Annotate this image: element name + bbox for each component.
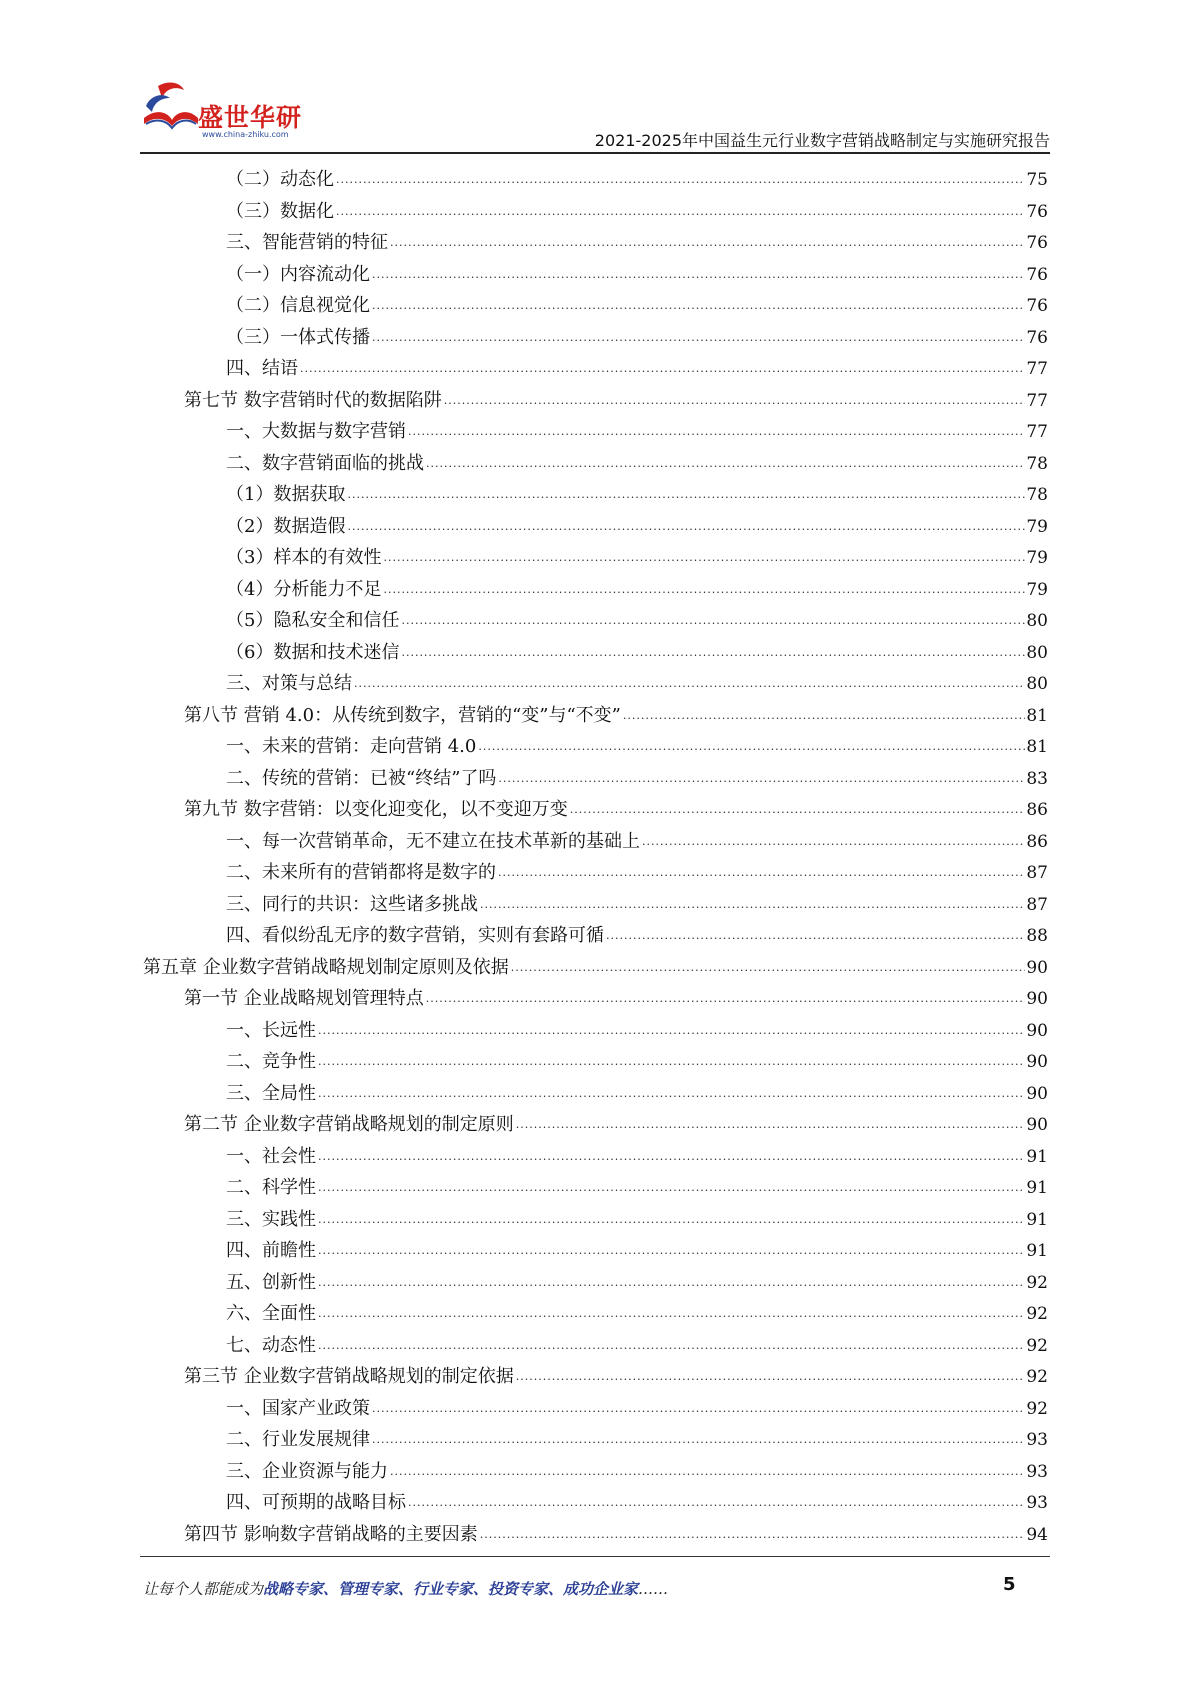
toc-entry[interactable]: [226, 1138, 1048, 1169]
toc-entry-label: （二）信息视觉化: [226, 295, 370, 316]
toc-entry[interactable]: [184, 980, 1048, 1011]
toc-entry-page: 92: [1026, 1304, 1048, 1324]
toc-entry-page: 80: [1026, 642, 1048, 663]
toc-leader-dots: [318, 1180, 1025, 1196]
toc-entry-page: 90: [1026, 1115, 1048, 1135]
toc-leader-dots: [570, 802, 1026, 818]
toc-entry-label: 二、数字营销面临的挑战: [226, 452, 424, 474]
toc-entry-page: 92: [1026, 1367, 1048, 1387]
toc-entry[interactable]: [226, 917, 1048, 948]
toc-entry-page: 91: [1026, 1209, 1048, 1230]
toc-entry-page: 93: [1026, 1430, 1048, 1450]
footer-prefix: 让每个人都能成为: [143, 1580, 264, 1598]
toc-leader-dots: [318, 1338, 1025, 1354]
toc-leader-dots: [318, 1243, 1025, 1259]
toc-entry-label: （三）数据化: [226, 200, 334, 222]
toc-entry[interactable]: [226, 571, 1048, 602]
toc-entry-page: 78: [1026, 453, 1048, 474]
toc-entry-label: 第一节 企业战略规划管理特点: [184, 988, 424, 1009]
toc-entry[interactable]: [226, 539, 1048, 570]
toc-entry[interactable]: [226, 854, 1048, 885]
toc-entry[interactable]: [226, 445, 1048, 476]
toc-leader-dots: [401, 613, 1025, 629]
toc-leader-dots: [383, 582, 1025, 598]
toc-entry-label: 第二节 企业数字营销战略规划的制定原则: [184, 1114, 514, 1135]
toc-entry-page: 81: [1026, 737, 1048, 757]
toc-entry[interactable]: [184, 382, 1048, 413]
toc-leader-dots: [390, 1464, 1025, 1480]
toc-entry-label: 二、竞争性: [226, 1051, 316, 1072]
toc-entry-page: 90: [1026, 1083, 1048, 1104]
toc-entry-page: 90: [1026, 1020, 1048, 1041]
toc-entry[interactable]: [184, 697, 1048, 728]
toc-entry-page: 79: [1026, 516, 1048, 537]
toc-leader-dots: [372, 298, 1025, 314]
toc-leader-dots: [336, 204, 1025, 220]
page-header: [140, 78, 1050, 158]
toc-leader-dots: [372, 1432, 1025, 1448]
toc-entry-label: （6）数据和技术迷信: [226, 641, 400, 663]
toc-entry-page: 93: [1026, 1461, 1048, 1482]
header-divider: [140, 152, 1050, 154]
toc-entry[interactable]: [226, 350, 1048, 381]
toc-entry[interactable]: [226, 1453, 1048, 1484]
toc-entry[interactable]: [226, 287, 1048, 318]
toc-entry-label: 一、每一次营销革命，无不建立在技术革新的基础上: [226, 830, 640, 852]
toc-entry-page: 81: [1026, 705, 1048, 726]
toc-entry-label: 二、传统的营销：已被“终结”了吗: [226, 767, 497, 789]
toc-entry-label: 三、同行的共识：这些诸多挑战: [226, 893, 478, 915]
toc-entry-label: （1）数据获取: [226, 484, 346, 505]
toc-entry-label: 第三节 企业数字营销战略规划的制定依据: [184, 1366, 514, 1387]
toc-entry-page: 93: [1026, 1493, 1048, 1513]
toc-leader-dots: [347, 519, 1025, 535]
toc-entry[interactable]: [226, 508, 1048, 539]
toc-entry[interactable]: [226, 1232, 1048, 1263]
toc-entry[interactable]: [226, 823, 1048, 854]
toc-entry-label: 第四节 影响数字营销战略的主要因素: [184, 1523, 478, 1545]
toc-entry[interactable]: [226, 728, 1048, 759]
toc-entry-page: 91: [1026, 1178, 1048, 1198]
toc-leader-dots: [318, 1306, 1025, 1322]
toc-entry[interactable]: [226, 886, 1048, 917]
toc-leader-dots: [372, 1401, 1025, 1417]
toc-entry-label: 第七节 数字营销时代的数据陷阱: [184, 389, 442, 411]
toc-leader-dots: [318, 1149, 1025, 1165]
toc-entry-label: （4）分析能力不足: [226, 578, 382, 600]
toc-entry-page: 87: [1026, 894, 1048, 915]
toc-entry-page: 77: [1026, 390, 1048, 411]
toc-leader-dots: [390, 235, 1025, 251]
toc-entry-label: （2）数据造假: [226, 515, 346, 537]
toc-entry[interactable]: [226, 1264, 1048, 1295]
page-number: 5: [1003, 1574, 1016, 1595]
toc-leader-dots: [336, 172, 1025, 188]
toc-entry-page: 76: [1026, 327, 1048, 348]
toc-leader-dots: [426, 991, 1026, 1007]
toc-entry-page: 76: [1026, 296, 1048, 316]
toc-leader-dots: [318, 1054, 1025, 1070]
toc-entry-page: 94: [1026, 1524, 1048, 1545]
toc-leader-dots: [318, 1023, 1025, 1039]
toc-entry-page: 76: [1026, 264, 1048, 285]
toc-leader-dots: [372, 330, 1025, 346]
toc-entry[interactable]: [226, 1327, 1048, 1358]
toc-entry-page: 79: [1026, 548, 1048, 568]
toc-entry-label: 四、结语: [226, 358, 298, 379]
toc-leader-dots: [516, 1117, 1026, 1133]
toc-entry-label: （二）动态化: [226, 169, 334, 190]
toc-entry-label: 二、行业发展规律: [226, 1429, 370, 1450]
toc-leader-dots: [480, 1527, 1026, 1543]
toc-entry-label: 三、企业资源与能力: [226, 1460, 388, 1482]
toc-entry-page: 90: [1026, 989, 1048, 1009]
toc-entry-page: 91: [1026, 1146, 1048, 1167]
toc-entry-page: 86: [1026, 831, 1048, 852]
footer-suffix: ……: [638, 1580, 669, 1598]
toc-entry-page: 87: [1026, 863, 1048, 883]
toc-entry-page: 76: [1026, 233, 1048, 253]
toc-entry-page: 77: [1026, 359, 1048, 379]
toc-leader-dots: [318, 1212, 1025, 1228]
toc-leader-dots: [318, 1275, 1025, 1291]
toc-entry[interactable]: [226, 193, 1048, 224]
toc-entry-page: 88: [1026, 926, 1048, 946]
toc-entry-page: 78: [1026, 485, 1048, 505]
footer-highlight: 战略专家、管理专家、行业专家、投资专家、成功企业家: [263, 1580, 639, 1598]
toc-entry-label: 第八节 营销 4.0：从传统到数字，营销的“变”与“不变”: [184, 704, 621, 726]
toc-leader-dots: [354, 676, 1025, 692]
toc-entry[interactable]: [226, 256, 1048, 287]
toc-entry-page: 86: [1026, 800, 1048, 820]
toc-leader-dots: [606, 928, 1025, 944]
toc-entry[interactable]: [226, 1043, 1048, 1074]
toc-entry[interactable]: [226, 319, 1048, 350]
toc-entry-label: 一、未来的营销：走向营销 4.0: [226, 736, 477, 757]
toc-entry-page: 76: [1026, 201, 1048, 222]
toc-leader-dots: [372, 267, 1025, 283]
toc-entry-label: 四、看似纷乱无序的数字营销，实则有套路可循: [226, 925, 604, 946]
toc-leader-dots: [408, 1495, 1025, 1511]
toc-entry-page: 90: [1026, 957, 1048, 978]
toc-leader-dots: [480, 897, 1025, 913]
toc-leader-dots: [498, 771, 1025, 787]
toc-entry-label: 三、全局性: [226, 1082, 316, 1104]
toc-entry-label: 第九节 数字营销：以变化迎变化，以不变迎万变: [184, 799, 568, 820]
toc-leader-dots: [408, 424, 1025, 440]
toc-entry-label: （一）内容流动化: [226, 263, 370, 285]
toc-entry-page: 90: [1026, 1052, 1048, 1072]
toc-entry-label: 三、实践性: [226, 1208, 316, 1230]
footer-slogan: [143, 1578, 668, 1599]
toc-entry-label: （3）样本的有效性: [226, 547, 382, 568]
footer-divider: [140, 1556, 1050, 1557]
toc-entry-page: 92: [1026, 1398, 1048, 1419]
logo-url: www.china-zhiku.com: [202, 130, 289, 139]
toc-leader-dots: [642, 834, 1025, 850]
document-title: 2021-2025年中国益生元行业数字营销战略制定与实施研究报告: [594, 131, 1050, 150]
toc-entry-label: 二、未来所有的营销都将是数字的: [226, 862, 496, 883]
toc-entry[interactable]: [226, 1484, 1048, 1515]
logo-book-icon: [140, 78, 202, 138]
toc-entry[interactable]: [226, 161, 1048, 192]
logo-text: 盛世华研: [198, 103, 303, 132]
toc-entry[interactable]: [226, 1169, 1048, 1200]
toc-entry-label: 三、智能营销的特征: [226, 232, 388, 253]
toc-entry[interactable]: [184, 791, 1048, 822]
toc-entry-label: （三）一体式传播: [226, 326, 370, 348]
toc-entry-page: 77: [1026, 422, 1048, 442]
toc-entry-page: 92: [1026, 1335, 1048, 1356]
toc-leader-dots: [426, 456, 1025, 472]
toc-entry[interactable]: [184, 1516, 1048, 1547]
toc-entry[interactable]: [226, 1390, 1048, 1421]
toc-entry[interactable]: [226, 1012, 1048, 1043]
toc-entry[interactable]: [184, 1106, 1048, 1137]
toc-entry-label: 四、可预期的战略目标: [226, 1492, 406, 1513]
toc-entry-label: （5）隐私安全和信任: [226, 610, 400, 631]
toc-entry-label: 七、动态性: [226, 1334, 316, 1356]
toc-entry-page: 79: [1026, 579, 1048, 600]
toc-entry-label: 四、前瞻性: [226, 1240, 316, 1261]
toc-entry-label: 六、全面性: [226, 1303, 316, 1324]
toc-leader-dots: [401, 645, 1025, 661]
toc-leader-dots: [318, 1086, 1025, 1102]
toc-leader-dots: [498, 865, 1025, 881]
toc-leader-dots: [444, 393, 1026, 409]
toc-entry[interactable]: [226, 413, 1048, 444]
toc-entry[interactable]: [184, 1358, 1048, 1389]
toc-entry-page: 80: [1026, 674, 1048, 694]
toc-entry[interactable]: [226, 1421, 1048, 1452]
toc-entry-label: 一、长远性: [226, 1019, 316, 1041]
toc-entry-label: 一、国家产业政策: [226, 1397, 370, 1419]
toc-entry[interactable]: [226, 634, 1048, 665]
toc-entry[interactable]: [226, 1295, 1048, 1326]
toc-entry-page: 75: [1026, 170, 1048, 190]
toc-entry-label: 三、对策与总结: [226, 673, 352, 694]
toc-entry-page: 92: [1026, 1272, 1048, 1293]
toc-entry[interactable]: [226, 224, 1048, 255]
toc-entry-page: 80: [1026, 611, 1048, 631]
toc-leader-dots: [623, 708, 1025, 724]
toc-entry[interactable]: [226, 1075, 1048, 1106]
toc-entry-label: 一、大数据与数字营销: [226, 421, 406, 442]
toc-leader-dots: [347, 487, 1025, 503]
toc-entry[interactable]: [226, 1201, 1048, 1232]
toc-entry-label: 五、创新性: [226, 1271, 316, 1293]
toc-entry[interactable]: [226, 476, 1048, 507]
toc-entry-label: 一、社会性: [226, 1145, 316, 1167]
toc-entry-page: 83: [1026, 768, 1048, 789]
toc-entry[interactable]: [226, 665, 1048, 696]
toc-entry-label: 二、科学性: [226, 1177, 316, 1198]
toc-entry-page: 91: [1026, 1241, 1048, 1261]
toc-entry[interactable]: [143, 949, 1048, 980]
toc-leader-dots: [478, 739, 1025, 755]
toc-leader-dots: [516, 1369, 1026, 1385]
toc-entry[interactable]: [226, 602, 1048, 633]
company-logo: [140, 78, 310, 148]
toc-leader-dots: [511, 960, 1026, 976]
toc-entry[interactable]: [226, 760, 1048, 791]
toc-leader-dots: [383, 550, 1025, 566]
toc-entry-label: 第五章 企业数字营销战略规划制定原则及依据: [143, 956, 509, 978]
toc-leader-dots: [300, 361, 1025, 377]
